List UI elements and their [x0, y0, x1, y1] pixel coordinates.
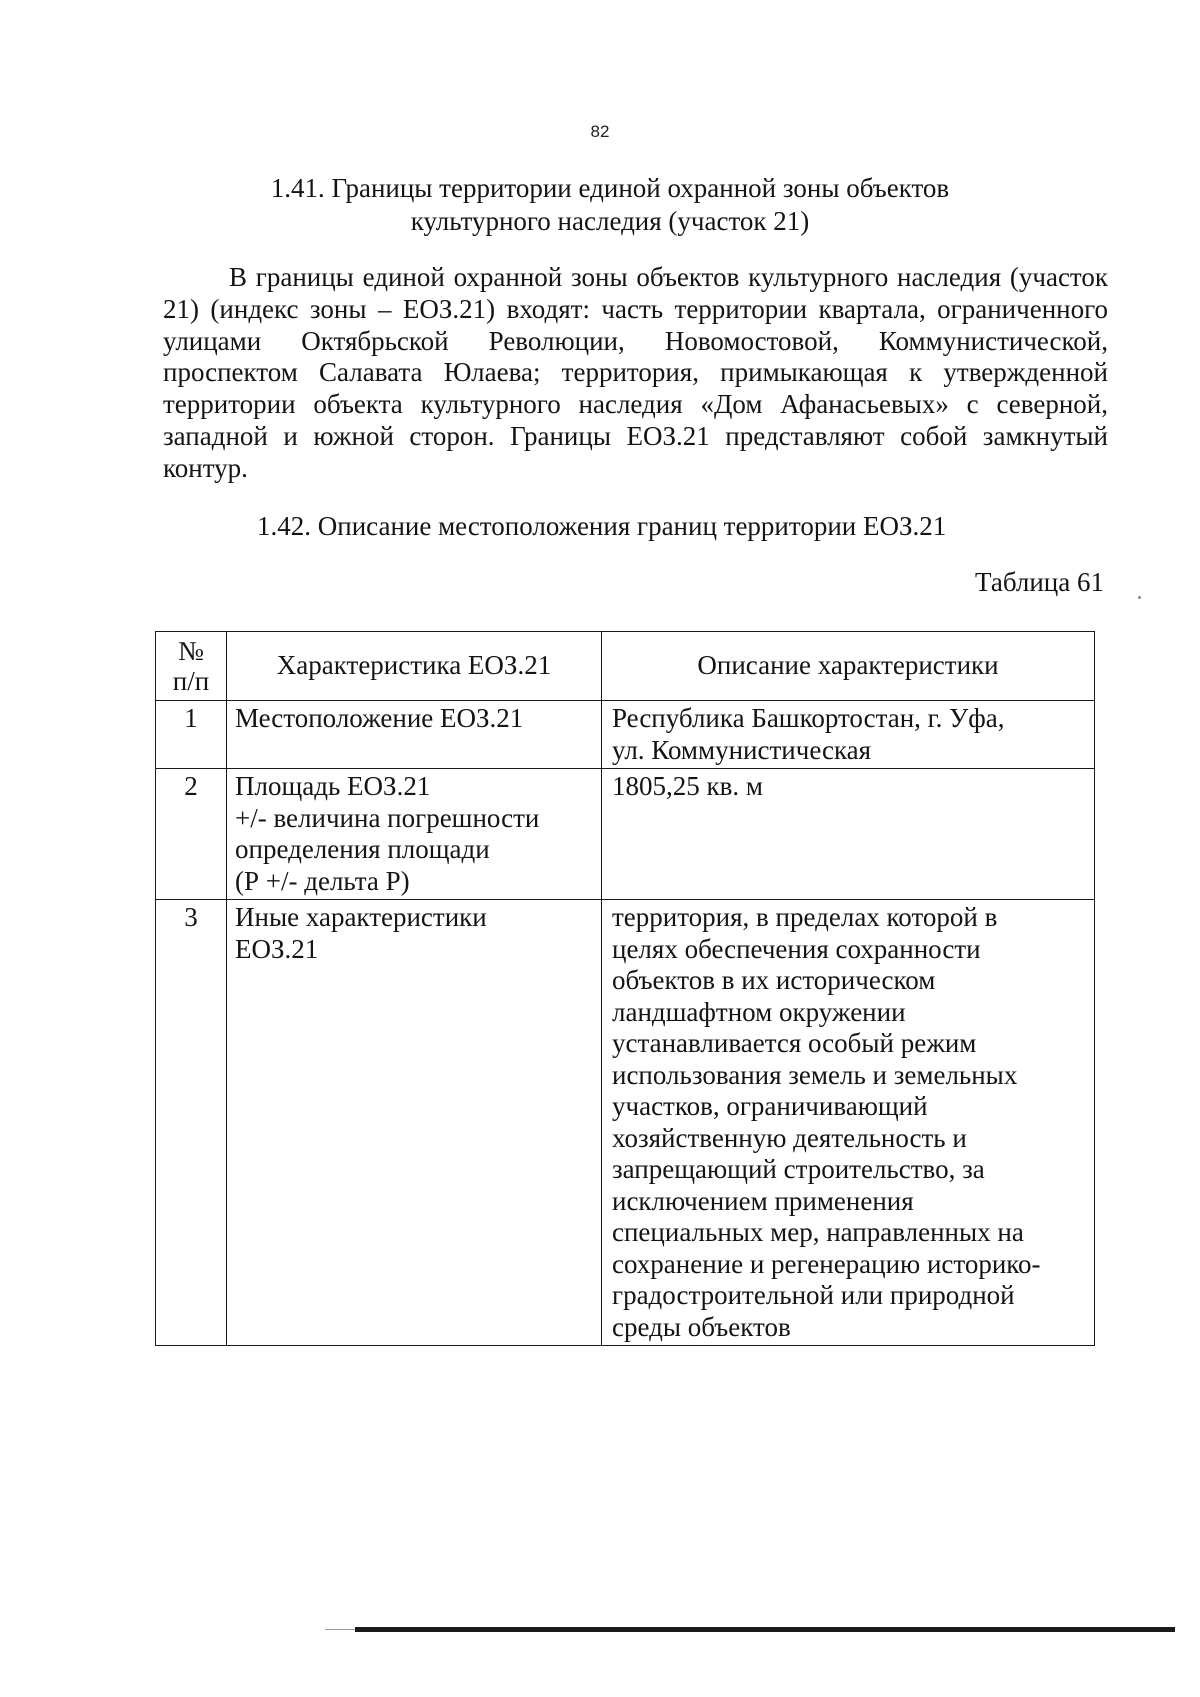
scan-speck — [1138, 596, 1141, 599]
footer-rule — [355, 1627, 1175, 1632]
body-paragraph-text: В границы единой охранной зоны объектов культурного наследия (участок 21) (индекс зоны – ЕОЗ.21) входят: часть территории квартала, ограниченного улицами Октябрьской Революции, Новомостовой, Коммунистической, проспектом Салавата Юлаева; территория, примыкающая к утвержденной территории объекта культурного наследия «Дом Афанасьевых» с северной, западной и южной сторон. Границы ЕОЗ.21 представляют собой замкнутый контур. — [163, 262, 1108, 483]
table-header-row — [156, 632, 1095, 701]
description-line: ландшафтном окружении — [612, 996, 906, 1027]
table-row — [156, 900, 1095, 1346]
characteristic-line: Местоположение ЕОЗ.21 — [235, 703, 524, 733]
subsection-title: 1.42. Описание местоположения границ территории ЕОЗ.21 — [257, 511, 947, 541]
table-row — [156, 701, 1095, 769]
description-line: объектов в их историческом — [612, 965, 936, 995]
table-row — [156, 769, 1095, 900]
description-line: хозяйственную деятельность и — [612, 1122, 967, 1153]
characteristic-line: Площадь ЕОЗ.21 — [235, 771, 431, 801]
characteristic-line: (Р +/- дельта Р) — [235, 865, 410, 896]
characteristic-line: определения площади — [235, 834, 490, 864]
characteristics-table — [155, 631, 1095, 1346]
header-characteristic: Характеристика ЕОЗ.21 — [227, 632, 602, 701]
characteristic-line: +/- величина погрешности — [235, 802, 540, 833]
body-paragraph — [163, 262, 1108, 485]
header-number — [156, 632, 227, 701]
description-line: территория, в пределах которой в — [612, 902, 998, 932]
description-line: ул. Коммунистическая — [612, 734, 872, 765]
characteristic-line: Иные характеристики — [235, 902, 487, 932]
description-cell — [602, 701, 1095, 769]
characteristic-cell — [227, 900, 602, 1346]
description-line: 1805,25 кв. м — [612, 771, 763, 801]
description-cell — [602, 769, 1095, 900]
description-line: сохранение и регенерацию историко- — [612, 1248, 1041, 1279]
row-number-cell: 2 — [156, 769, 227, 900]
table-caption: Таблица 61 — [975, 567, 1104, 597]
section-title-line-1: 1.41. Границы территории единой охранной зоны объектов — [270, 173, 950, 203]
description-line: запрещающий строительство, за — [612, 1154, 985, 1184]
section-title — [150, 172, 1070, 238]
row-number-cell: 1 — [156, 701, 227, 769]
description-line: среды объектов — [612, 1311, 791, 1342]
description-line: участков, ограничивающий — [612, 1091, 928, 1121]
characteristic-cell — [227, 769, 602, 900]
page-number: 82 — [590, 122, 610, 141]
header-description: Описание характеристики — [602, 632, 1095, 701]
row-number-cell: 3 — [156, 900, 227, 1346]
description-line: специальных мер, направленных на — [612, 1217, 1024, 1247]
description-line: устанавливается особый режим — [612, 1028, 977, 1058]
characteristic-cell — [227, 701, 602, 769]
table-body — [156, 701, 1095, 1346]
characteristic-line: ЕОЗ.21 — [235, 933, 319, 964]
description-cell — [602, 900, 1095, 1346]
header-number-line-1: № — [178, 636, 204, 666]
description-line: Республика Башкортостан, г. Уфа, — [612, 703, 1005, 733]
section-title-line-2: культурного наследия (участок 21) — [410, 206, 810, 236]
header-number-line-2: п/п — [172, 666, 210, 696]
description-line: целях обеспечения сохранности — [612, 933, 981, 964]
description-line: использования земель и земельных — [612, 1059, 1018, 1090]
description-line: исключением применения — [612, 1185, 914, 1216]
description-line: градостроительной или природной — [612, 1280, 1015, 1310]
